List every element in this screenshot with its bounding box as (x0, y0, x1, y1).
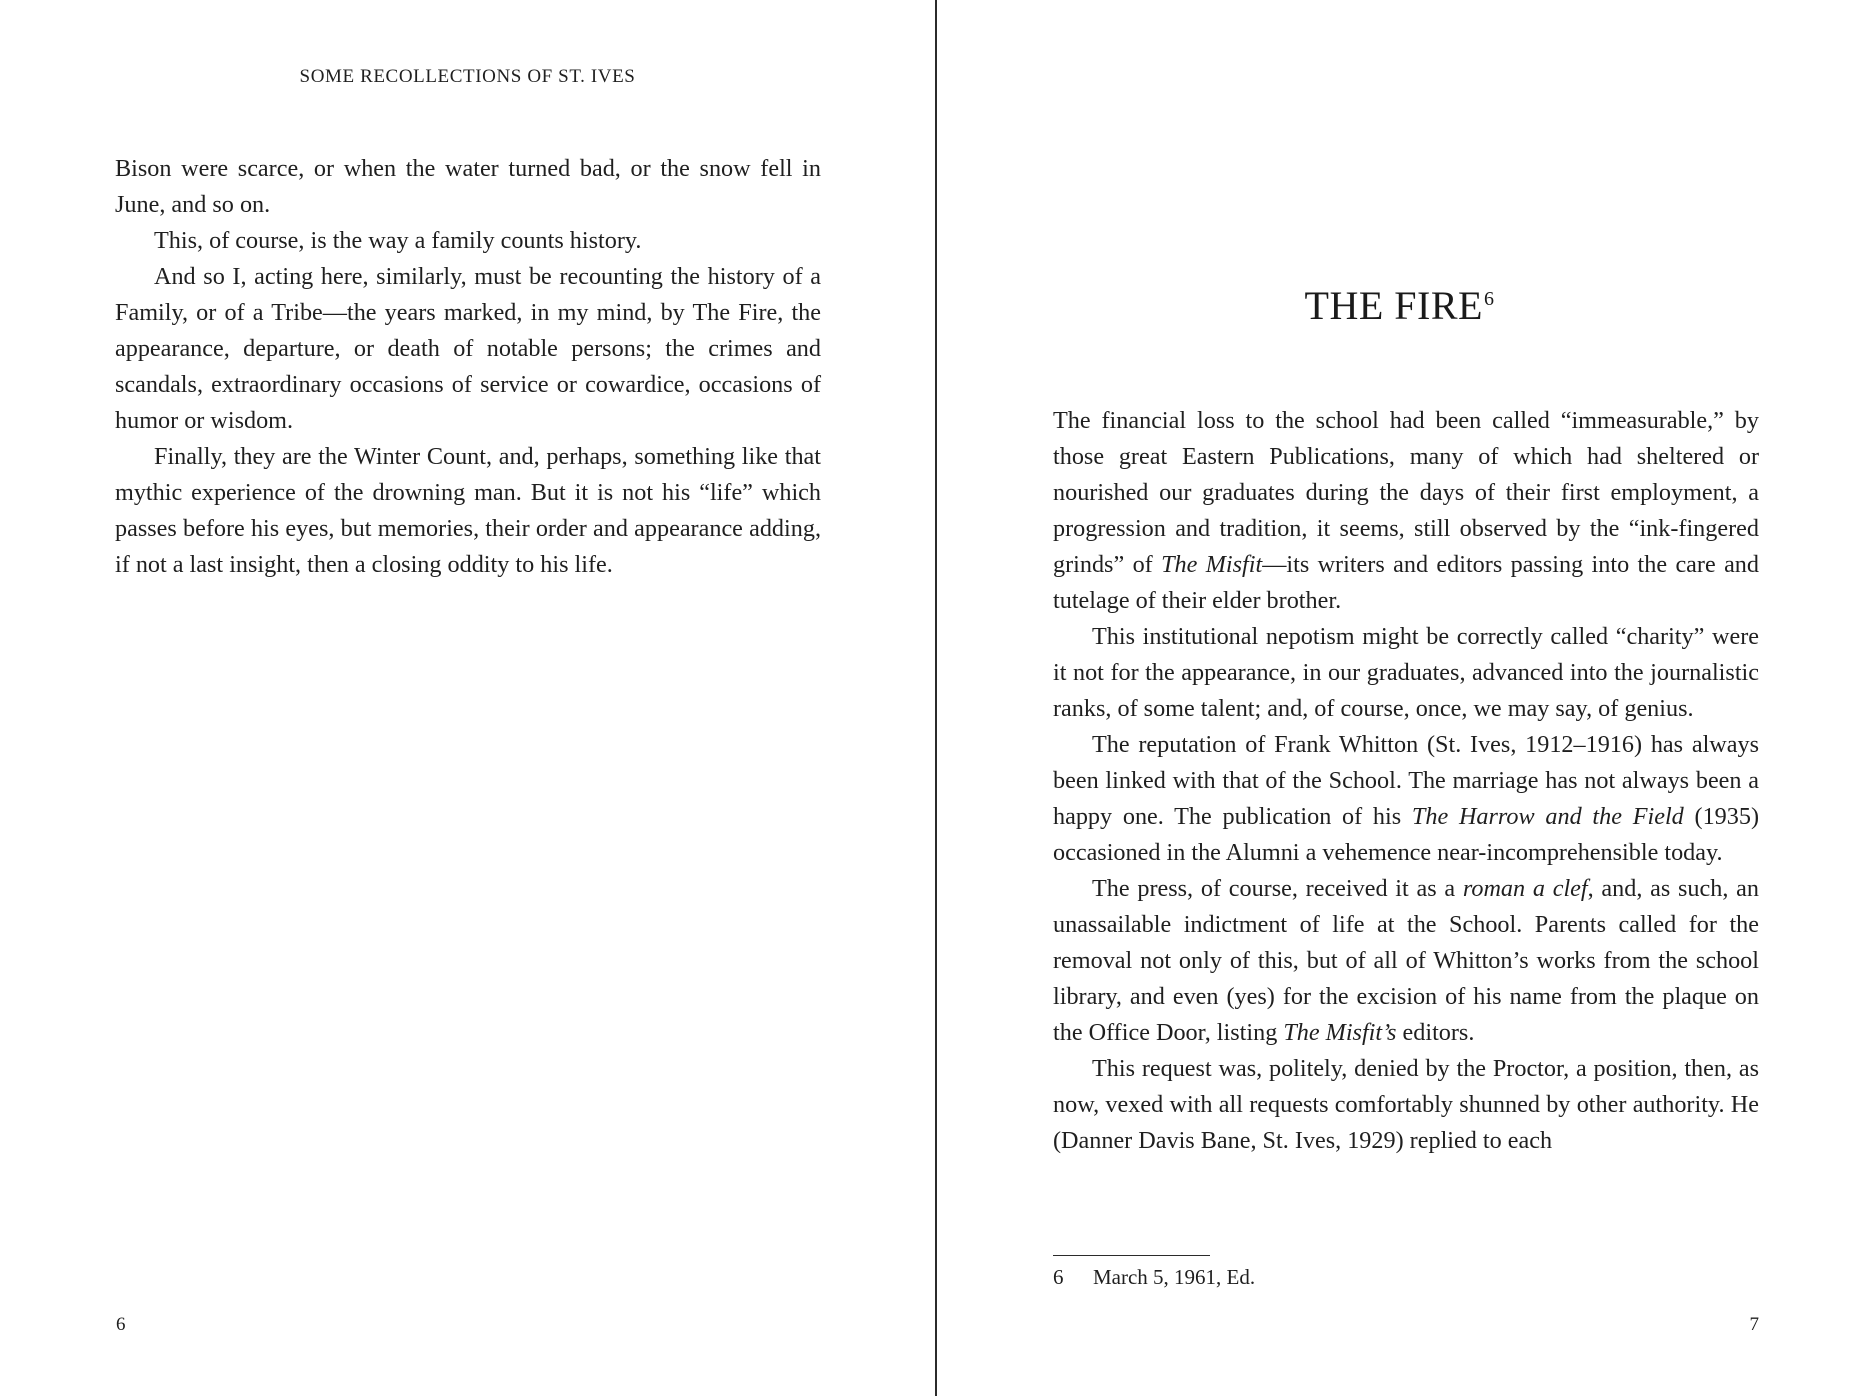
page-number-left: 6 (116, 1314, 126, 1335)
paragraph: Bison were scarce, or when the water turned bad, or the snow fell in June, and so on. (115, 155, 821, 218)
paragraph: Finally, they are the Winter Count, and, perhaps, something like that mythic experience of the drowning man. But it is not his “life” which passes before his eyes, but memories, their order and appearance adding, if not a last insight, then a closing oddity to his life. (115, 443, 821, 578)
footnote-text: March 5, 1961, Ed. (1093, 1265, 1256, 1289)
italic-title: The Harrow and the Field (1411, 803, 1684, 830)
text-run: The reputation of Frank Whitton (St. Ives, 1912–1916) has always been linked with that of the School. The marriage has not always been a happy one. The publication of his (1053, 731, 1759, 830)
footnote-number: 6 (1053, 1265, 1064, 1289)
italic-title: The Misfit (1161, 551, 1263, 578)
right-page-body (1053, 403, 1759, 1159)
right-page (937, 0, 1862, 1396)
footnote-reference: 6 (1483, 288, 1495, 310)
footnote-rule (1053, 1255, 1210, 1256)
paragraph: And so I, acting here, similarly, must be recounting the history of a Family, or of a Tribe—the years marked, in my mind, by The Fire, the appearance, departure, or death of notable persons; the crimes and scandals, extraordinary occasions of service or cowardice, occasions of humor or wisdom. (115, 263, 821, 434)
paragraph (1053, 403, 1759, 619)
paragraph (1053, 871, 1759, 1051)
text-run: The financial loss to the school had been called “immeasurable,” by those great Eastern Publications, many of which had sheltered or nourished our graduates during the days of their first employment, a progression and tradition, it seems, still observed by the “ink-fingered grinds” of (1053, 407, 1759, 578)
paragraph (1053, 727, 1759, 871)
text-run: The press, of course, received it as a (1092, 875, 1463, 902)
left-page-body (115, 151, 821, 583)
page-number-right: 7 (1749, 1314, 1759, 1335)
paragraph: This institutional nepotism might be correctly called “charity” were it not for the appearance, in our graduates, advanced into the journalistic ranks, of some talent; and, of course, once, we may say, of genius. (1053, 623, 1759, 722)
chapter-title (937, 282, 1862, 329)
footnote (1053, 1263, 1759, 1291)
text-run: —its writers and editors passing into the care and tutelage of their elder brother. (1053, 551, 1759, 614)
text-run: , and, as such, an unassailable indictment of life at the School. Parents called for the removal not only of this, but of all of Whitton’s works from the school library, and even (yes) for the excision of his name from the plaque on the Office Door, listing (1053, 875, 1759, 1046)
paragraph: This, of course, is the way a family counts history. (154, 227, 642, 254)
running-head: SOME RECOLLECTIONS OF ST. IVES (299, 66, 636, 87)
text-run: editors. (1396, 1019, 1475, 1046)
paragraph: This request was, politely, denied by the Proctor, a position, then, as now, vexed with all requests comfortably shunned by other authority. He (Danner Davis Bane, St. Ives, 1929) replied to each (1053, 1055, 1759, 1154)
italic-term: roman a clef (1462, 875, 1588, 902)
chapter-title-text: THE FIRE (1304, 283, 1483, 328)
text-run: (1935) occasioned in the Alumni a vehemence near-incomprehensible today. (1053, 803, 1760, 866)
italic-title: The Misfit’s (1283, 1019, 1397, 1046)
